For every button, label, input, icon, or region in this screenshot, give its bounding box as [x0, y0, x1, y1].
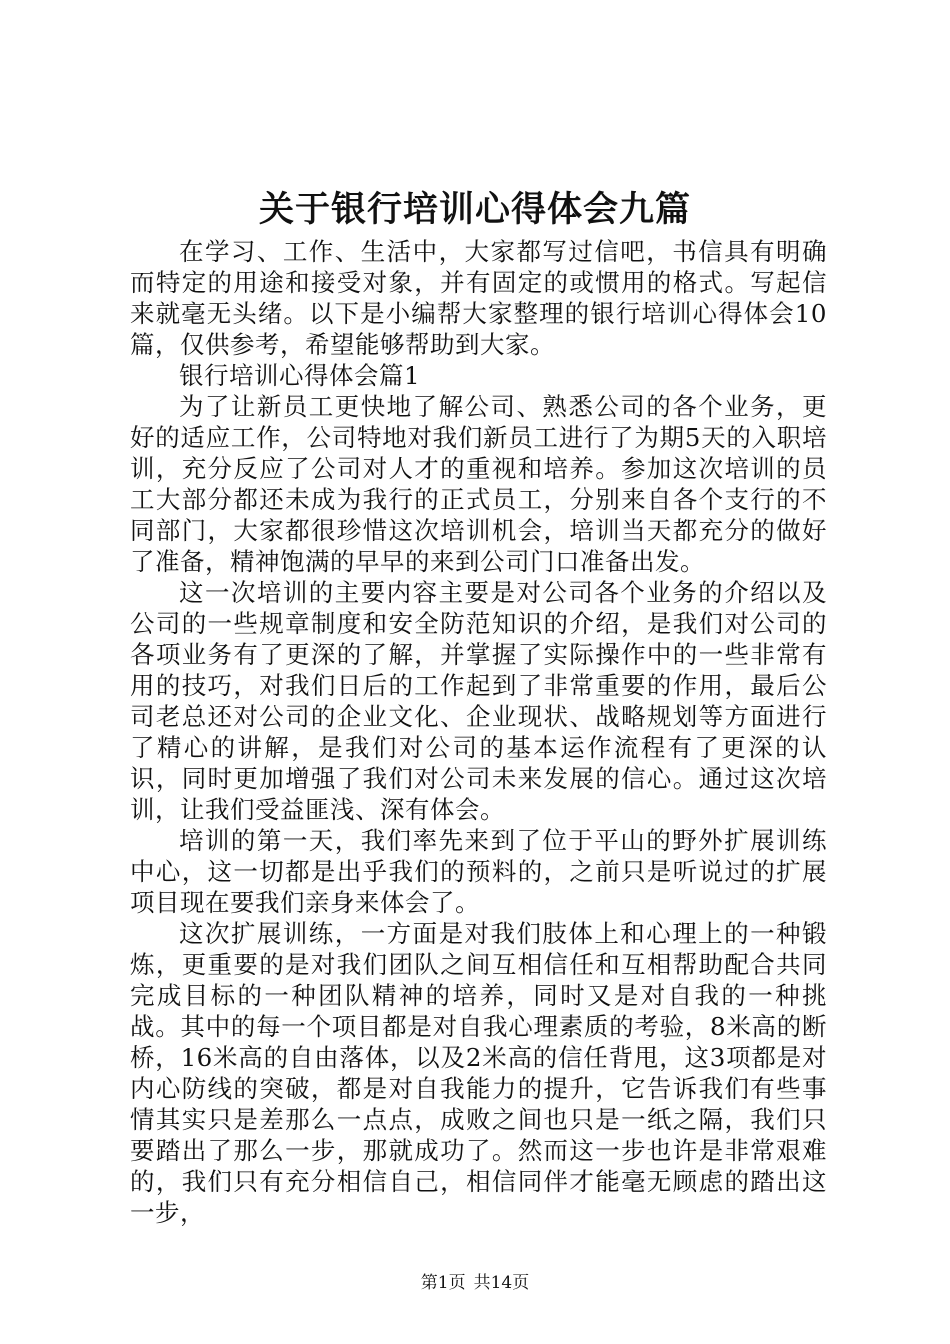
paragraph: 这一次培训的主要内容主要是对公司各个业务的介绍以及公司的一些规章制度和安全防范知识的介绍，是我们对公司的各项业务有了更深的了解，并掌握了实际操作中的一些非常有用的技巧，对我们日后的工作起到了非常重要的作用，最后公司老总还对公司的企业文化、企业现状、战略规划等方面进行了精心的讲解，是我们对公司的基本运作流程有了更深的认识，同时更加增强了我们对公司未来发展的信心。通过这次培训，让我们受益匪浅、深有体会。 — [130, 578, 827, 824]
paragraph: 为了让新员工更快地了解公司、熟悉公司的各个业务，更好的适应工作，公司特地对我们新员工进行了为期5天的入职培训，充分反应了公司对人才的重视和培养。参加这次培训的员工大部分都还未成为我行的正式员工，分别来自各个支行的不同部门，大家都很珍惜这次培训机会，培训当天都充分的做好了准备，精神饱满的早早的来到公司门口准备出发。 — [130, 392, 827, 576]
page-footer — [0, 1271, 950, 1295]
paragraph: 这次扩展训练，一方面是对我们肢体上和心理上的一种锻炼，更重要的是对我们团队之间互相信任和互相帮助配合共同完成目标的一种团队精神的培养，同时又是对自我的一种挑战。其中的每一个项目都是对自我心理素质的考验，8米高的断桥，16米高的自由落体，以及2米高的信任背甩，这3项都是对内心防线的突破，都是对自我能力的提升，它告诉我们有些事情其实只是差那么一点点，成败之间也只是一纸之隔，我们只要踏出了那么一步，那就成功了。然而这一步也许是非常艰难的，我们只有充分相信自己，相信同伴才能毫无顾虑的踏出这一步， — [130, 919, 827, 1227]
page-number: 第1页 — [420, 1273, 466, 1293]
paragraph-intro: 在学习、工作、生活中，大家都写过信吧，书信具有明确而特定的用途和接受对象，并有固定的或惯用的格式。写起信来就毫无头绪。以下是小编帮大家整理的银行培训心得体会10篇，仅供参考，希望能够帮助到大家。 — [130, 237, 827, 359]
page-total: 共14页 — [473, 1273, 530, 1293]
document-body — [130, 236, 827, 1228]
section-heading: 银行培训心得体会篇1 — [179, 361, 421, 390]
paragraph: 培训的第一天，我们率先来到了位于平山的野外扩展训练中心，这一切都是出乎我们的预料的，之前只是听说过的扩展项目现在要我们亲身来体会了。 — [130, 826, 827, 917]
document-title: 关于银行培训心得体会九篇 — [258, 189, 691, 230]
